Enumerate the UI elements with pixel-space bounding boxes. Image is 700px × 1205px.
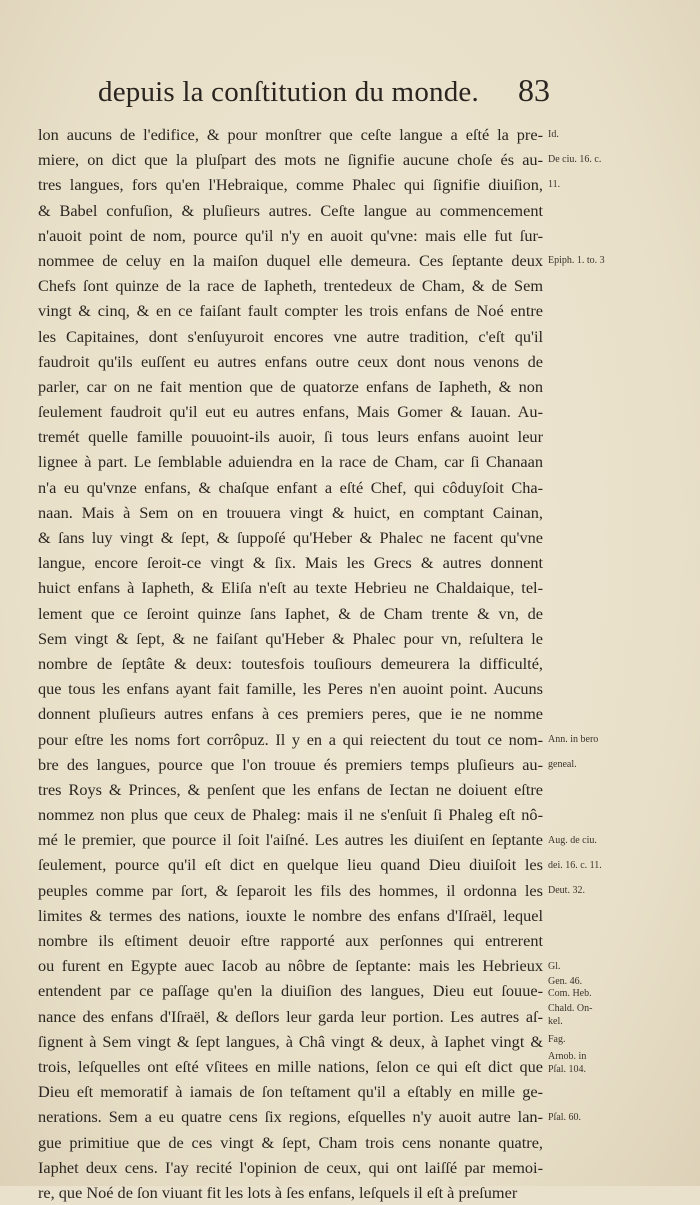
- text-line: tres langues, fors qu'en l'Hebraique, comme Phalec qui ſignifie diuiſion,: [38, 175, 543, 195]
- text-line: n'a eu qu'vnze enfans, & chaſque enfant a eſté Chef, qui côduyſoit Cha-: [38, 477, 543, 497]
- margin-note: Fag.: [548, 1033, 566, 1045]
- margin-note: 11.: [548, 179, 561, 191]
- text-line: trois, leſquelles ont eſté vſitees en mille nations, ſelon ce qui eſt dict que: [38, 1056, 543, 1076]
- text-line: lignee à part. Le ſemblable aduiendra en la race de Cham, car ſi Chanaan: [38, 452, 543, 472]
- text-line: nombre ils eſtiment deuoir eſtre rapporté aux perſonnes qui entrerent: [38, 931, 543, 950]
- text-line: Dieu eſt memoratif à iamais de ſon teſtament qu'il a eſtably en mille ge-: [38, 1082, 543, 1102]
- text-line: lon aucuns de l'edifice, & pour monſtrer que ceſte langue a eſté la pre-: [38, 125, 543, 144]
- margin-note: De ciu. 16. c.: [548, 154, 602, 166]
- text-line: gue primitiue que de ces vingt & ſept, Cham trois cens nonante quatre,: [38, 1132, 543, 1152]
- text-line: nerations. Sem a eu quatre cens ſix regions, eſquelles n'y auoit autre lan-: [38, 1107, 543, 1127]
- text-line: Iaphet deux cens. I'ay recité l'opinion de ceux, qui ont laiſſé par memoi-: [38, 1157, 543, 1177]
- margin-note: Pſal. 104.: [548, 1063, 587, 1075]
- margin-note: Id.: [548, 129, 559, 140]
- margin-note: Arnob. in: [548, 1051, 587, 1063]
- text-line: limites & termes des nations, iouxte le nombre des enfans d'Iſraël, lequel: [38, 905, 543, 925]
- text-line: miere, on dict que la pluſpart des mots ne ſignifie aucune choſe és au-: [38, 150, 543, 170]
- text-line: Chefs ſont quinze de la race de Iapheth, trentedeux de Cham, & de Sem: [38, 276, 543, 296]
- page-number: 83: [518, 72, 550, 108]
- text-line: entendent par ce paſſage qu'en la diuiſion des langues, Dieu eut ſouue-: [38, 981, 543, 1001]
- text-line: Sem vingt & ſept, & ne faiſant qu'Heber & Phalec pour vn, reſultera le: [38, 628, 543, 648]
- margin-note: Chald. On-: [548, 1003, 593, 1015]
- text-line: faudroit qu'ils euſſent eu autres enfans outre ceux dont nous venons de: [38, 351, 543, 371]
- text-line: langue, encore ſeroit-ce vingt & ſix. Mais les Grecs & autres donnent: [38, 553, 543, 573]
- text-line: naan. Mais à Sem on en trouuera vingt & huict, en comptant Cainan,: [38, 502, 543, 522]
- text-line: bre des langues, pource que l'on trouue és premiers temps pluſieurs au-: [38, 754, 543, 774]
- text-line: nance des enfans d'Iſraël, & deſlors leur garda leur portion. Les autres aſ-: [38, 1006, 543, 1026]
- text-line: & ſans luy vingt & ſept, & ſuppoſé qu'Heber & Phalec ne facent qu'vne: [38, 528, 543, 547]
- text-line: ſeulement faudroit qu'il eut eu autres enfans, Mais Gomer & Iauan. Au-: [38, 402, 543, 422]
- margin-note: geneal.: [548, 759, 577, 770]
- text-line: & Babel confuſion, & pluſieurs autres. Ceſte langue au commencement: [38, 200, 543, 220]
- text-line: re, que Noé de ſon viuant fit les lots à ſes enfans, leſquels il eſt à preſumer: [38, 1182, 518, 1202]
- margin-note: Com. Heb.: [548, 988, 592, 1000]
- main-text-block: [38, 122, 543, 1205]
- text-line: tremét quelle famille pouuoint-ils auoir, ſi tous leurs enfans auoint leur: [38, 427, 543, 447]
- margin-note: Gl.: [548, 960, 561, 972]
- text-line: ſeulement, pource qu'il eſt dict en quelque lieu quand Dieu diuiſoit les: [38, 855, 543, 875]
- text-line: les Capitaines, dont s'enſuyuroit encores vne autre tradition, c'eſt qu'il: [38, 326, 543, 346]
- margin-note: Epiph. 1. to. 3: [548, 255, 605, 266]
- margin-note: Pſal. 60.: [548, 1111, 582, 1123]
- text-line: parler, car on ne fait mention que de quatorze enfans de Iapheth, & non: [38, 376, 543, 396]
- text-line: ou furent en Egypte auec Iacob au nôbre de ſeptante: mais les Hebrieux: [38, 956, 543, 976]
- text-line: nommee de celuy en la maiſon duquel elle demeura. Ces ſeptante deux: [38, 250, 543, 270]
- text-line: mé le premier, que pource il ſoit l'aiſné. Les autres les diuiſent en ſeptante: [38, 830, 543, 850]
- text-line: lement que ce ſeroint quinze ſans Iaphet, & de Cham trente & vn, de: [38, 603, 543, 623]
- margin-note: Gen. 46.: [548, 975, 583, 987]
- margin-note: kel.: [548, 1016, 563, 1028]
- margin-note: dei. 16. c. 11.: [548, 859, 602, 871]
- text-line: pour eſtre les noms fort corrôpuz. Il y en a qui reiectent du tout ce nom-: [38, 729, 543, 749]
- text-line: nombre de ſeptâte & deux: toutesfois touſiours demeurera la difficulté,: [38, 653, 543, 673]
- text-line: donnent pluſieurs autres enfans à ces premiers peres, que ie ne nomme: [38, 704, 543, 724]
- running-header: depuis la conſtitution du monde.: [98, 76, 479, 108]
- text-line: nommez non plus que ceux de Phaleg: mais il ne s'enſuit ſi Phaleg eſt nô-: [38, 805, 543, 825]
- text-line: huict enfans à Iapheth, & Eliſa n'eſt au texte Hebrieu ne Chaldaique, tel-: [38, 578, 543, 598]
- text-line: que tous les enfans ayant fait famille, les Peres n'en auoint point. Aucuns: [38, 679, 543, 699]
- margin-note: Ann. in bero: [548, 733, 599, 745]
- text-line: peuples comme par ſort, & ſeparoit les fils des hommes, il ordonna les: [38, 880, 543, 900]
- text-line: tres Roys & Princes, & penſent que les enfans de Iectan ne doiuent eſtre: [38, 779, 543, 799]
- text-line: vingt & cinq, & en ce faiſant fault compter les trois enfans de Noé entre: [38, 301, 543, 321]
- margin-note: Aug. de ciu.: [548, 834, 597, 846]
- margin-note: Deut. 32.: [548, 885, 585, 896]
- text-line: ſignent à Sem vingt & ſept langues, à Châ vingt & deux, à Iaphet vingt &: [38, 1031, 543, 1051]
- text-line: n'auoit point de nom, pource qu'il n'y en auoit qu'vne: mais elle fut ſur-: [38, 225, 543, 245]
